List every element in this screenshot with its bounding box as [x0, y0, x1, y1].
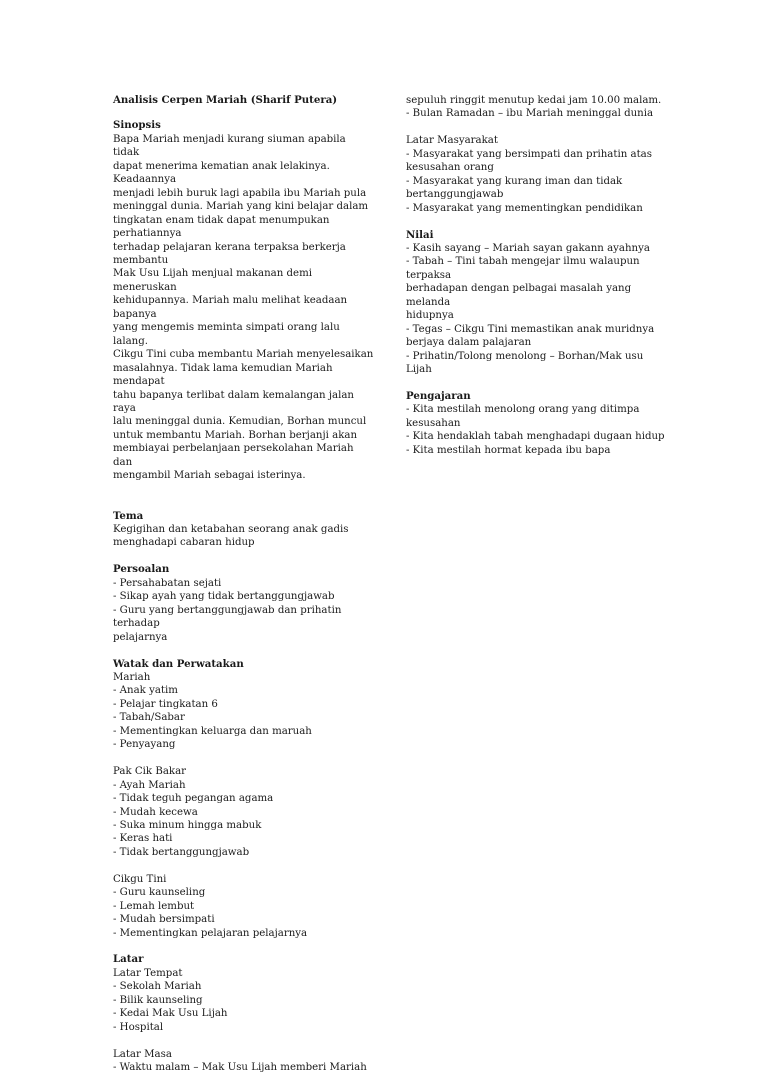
list-item: kesusahan: [406, 417, 461, 429]
list-item: - Bilik kaunseling: [113, 994, 203, 1006]
list-item: - Kita mestilah menolong orang yang ditimpa: [406, 404, 640, 416]
section-heading-nilai: Nilai: [406, 228, 434, 241]
list-item: - Bulan Ramadan – ibu Mariah meninggal dunia: [406, 108, 654, 120]
text-line: terhadap pelajaran kerana terpaksa berkerja membantu: [113, 241, 346, 266]
list-item: - Guru kaunseling: [113, 887, 206, 899]
list-item: - Kasih sayang – Mariah sayan gakann ayahnya: [406, 242, 650, 254]
text-line: Kegigihan dan ketabahan seorang anak gadis: [113, 524, 349, 536]
pengajaran-list: [406, 403, 668, 457]
tema-text: [113, 523, 375, 550]
text-line: tahu bapanya terlibat dalam kemalangan jalan raya: [113, 389, 354, 414]
section-heading-tema: Tema: [113, 509, 144, 522]
character-name: Pak Cik Bakar: [113, 766, 187, 778]
list-item: - Waktu malam – Mak Usu Lijah memberi Mariah: [113, 1062, 367, 1074]
list-item: - Guru yang bertanggungjawab dan prihatin terhadap: [113, 604, 342, 630]
left-column: [113, 94, 375, 1075]
section-heading-latar: Latar: [113, 953, 144, 966]
list-item: - Anak yatim: [113, 685, 178, 697]
watak-cikgu-tini-list: [113, 873, 375, 940]
list-item: - Kita mestilah hormat kepada ibu bapa: [406, 444, 611, 456]
list-item: - Ayah Mariah: [113, 779, 186, 791]
latar-masa-list: [113, 1048, 375, 1075]
document-title: Analisis Cerpen Mariah (Sharif Putera): [113, 94, 338, 106]
list-item: - Tidak teguh pegangan agama: [113, 793, 274, 805]
subheading: Latar Masyarakat: [406, 135, 498, 147]
text-line: membiayai perbelanjaan persekolahan Mariah dan: [113, 443, 354, 468]
text-line: Cikgu Tini cuba membantu Mariah menyelesaikan: [113, 349, 374, 361]
list-item: - Prihatin/Tolong menolong – Borhan/Mak usu Lijah: [406, 350, 644, 376]
list-item: - Masyarakat yang bersimpati dan prihatin atas: [406, 148, 652, 160]
list-item: - Hospital: [113, 1021, 164, 1033]
list-item: - Kedai Mak Usu Lijah: [113, 1008, 228, 1020]
list-item: - Tabah – Tini tabah mengejar ilmu walaupun terpaksa: [406, 256, 640, 281]
list-item: - Pelajar tingkatan 6: [113, 698, 218, 710]
list-item: - Mudah bersimpati: [113, 914, 215, 926]
list-item: - Keras hati: [113, 833, 173, 845]
list-item: - Mementingkan pelajaran pelajarnya: [113, 927, 308, 939]
list-item: berjaya dalam palajaran: [406, 337, 532, 349]
subheading: Latar Tempat: [113, 967, 183, 979]
list-item: - Persahabatan sejati: [113, 577, 222, 589]
text-line: yang mengemis meminta simpati orang lalu lalang.: [113, 322, 340, 347]
section-heading-watak: Watak dan Perwatakan: [113, 657, 244, 670]
text-line: untuk membantu Mariah. Borhan berjanji akan: [113, 429, 358, 441]
watak-mariah-list: [113, 671, 375, 752]
section-heading-sinopsis: Sinopsis: [113, 119, 161, 132]
persoalan-list: [113, 577, 375, 644]
list-item: berhadapan dengan pelbagai masalah yang melanda: [406, 283, 632, 308]
subheading: Latar Masa: [113, 1048, 172, 1060]
section-heading-persoalan: Persoalan: [113, 563, 170, 576]
text-line: Mak Usu Lijah menjual makanan demi meneruskan: [113, 268, 313, 293]
text-line: dapat menerima kematian anak lelakinya. Keadaannya: [113, 160, 330, 186]
text-line: mengambil Mariah sebagai isterinya.: [113, 470, 306, 482]
list-item: - Tabah/Sabar: [113, 712, 185, 724]
list-item: - Penyayang: [113, 739, 176, 751]
text-line: lalu meninggal dunia. Kemudian, Borhan muncul: [113, 416, 367, 428]
text-line: sepuluh ringgit menutup kedai jam 10.00 malam.: [406, 95, 662, 106]
list-item: - Tegas – Cikgu Tini memastikan anak muridnya: [406, 323, 655, 335]
right-column: [406, 94, 668, 457]
list-item: - Sikap ayah yang tidak bertanggungjawab: [113, 591, 335, 603]
latar-masyarakat-list: [406, 134, 668, 215]
sinopsis-text: [113, 133, 375, 483]
list-item: - Kita hendaklah tabah menghadapi dugaan hidup: [406, 431, 665, 443]
text-line: tingkatan enam tidak dapat menumpukan perhatiannya: [113, 214, 330, 240]
character-name: Mariah: [113, 671, 151, 683]
text-line: Bapa Mariah menjadi kurang siuman apabila tidak: [113, 133, 346, 159]
list-item: - Suka minum hingga mabuk: [113, 819, 262, 831]
watak-pak-cik-bakar-list: [113, 765, 375, 859]
nilai-list: [406, 242, 668, 377]
list-item: - Mementingkan keluarga dan maruah: [113, 725, 312, 737]
text-line: menghadapi cabaran hidup: [113, 537, 255, 549]
text-line: kehidupannya. Mariah malu melihat keadaan bapanya: [113, 295, 348, 320]
list-item: kesusahan orang: [406, 162, 494, 174]
list-item: - Masyarakat yang kurang iman dan tidak: [406, 175, 623, 187]
text-line: menjadi lebih buruk lagi apabila ibu Mariah pula: [113, 187, 367, 199]
list-item: pelajarnya: [113, 631, 168, 643]
list-item: - Lemah lembut: [113, 900, 195, 912]
list-item: bertanggungjawab: [406, 189, 504, 201]
latar-tempat-list: [113, 967, 375, 1034]
text-line: meninggal dunia. Mariah yang kini belajar dalam: [113, 201, 369, 213]
section-heading-pengajaran: Pengajaran: [406, 389, 471, 402]
list-item: - Tidak bertanggungjawab: [113, 846, 250, 858]
latar-masa-continued: [406, 94, 668, 121]
list-item: - Sekolah Mariah: [113, 981, 202, 993]
text-line: masalahnya. Tidak lama kemudian Mariah mendapat: [113, 362, 333, 388]
list-item: - Mudah kecewa: [113, 806, 198, 818]
character-name: Cikgu Tini: [113, 873, 167, 885]
list-item: hidupnya: [406, 310, 454, 322]
list-item: - Masyarakat yang mementingkan pendidikan: [406, 202, 643, 214]
